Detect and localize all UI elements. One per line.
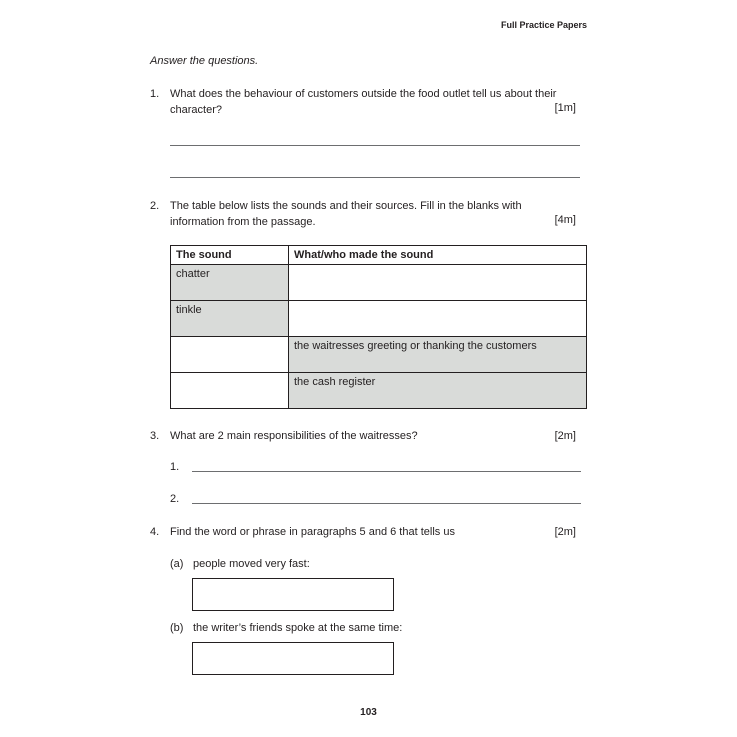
answer-line[interactable] — [170, 177, 580, 178]
part-a-label: (a) — [170, 558, 184, 570]
question-4-marks: [2m] — [554, 526, 576, 538]
table-row — [171, 373, 587, 409]
sound-source-table — [170, 245, 587, 409]
table-row — [171, 301, 587, 337]
answer-line-2[interactable] — [192, 503, 581, 504]
header-the-sound: The sound — [171, 246, 289, 265]
source-blank-cell[interactable] — [289, 265, 587, 301]
source-blank-cell[interactable] — [289, 301, 587, 337]
sound-blank-cell[interactable] — [171, 373, 289, 409]
answer-line[interactable] — [170, 145, 580, 146]
sound-blank-cell[interactable] — [171, 337, 289, 373]
running-header: Full Practice Papers — [500, 20, 587, 30]
question-2-line2: information from the passage. — [170, 216, 316, 228]
question-3-marks: [2m] — [554, 430, 576, 442]
part-b-answer-box[interactable] — [192, 642, 394, 675]
source-cell: the waitresses greeting or thanking the customers — [289, 337, 587, 373]
sound-cell: tinkle — [171, 301, 289, 337]
part-b-text: the writer’s friends spoke at the same time: — [193, 622, 403, 634]
question-1-number: 1. — [150, 88, 160, 100]
header-what-made-sound: What/who made the sound — [289, 246, 587, 265]
part-b-label: (b) — [170, 622, 184, 634]
question-2-number: 2. — [150, 200, 160, 212]
part-a-answer-box[interactable] — [192, 578, 394, 611]
question-1-line2: character? — [170, 104, 222, 116]
part-a-text: people moved very fast: — [193, 558, 310, 570]
question-4-text: Find the word or phrase in paragraphs 5 and 6 that tells us — [170, 526, 455, 538]
question-1-text — [170, 86, 556, 118]
table-header-row — [171, 246, 587, 265]
answer-label-2: 2. — [170, 493, 180, 505]
question-2-text — [170, 198, 522, 230]
question-4-number: 4. — [150, 526, 160, 538]
question-2-marks: [4m] — [554, 214, 576, 226]
table-row — [171, 265, 587, 301]
sound-cell: chatter — [171, 265, 289, 301]
question-2-line1: The table below lists the sounds and their sources. Fill in the blanks with — [170, 200, 522, 212]
instruction-text: Answer the questions. — [150, 55, 259, 67]
source-cell: the cash register — [289, 373, 587, 409]
question-3-text: What are 2 main responsibilities of the waitresses? — [170, 430, 418, 442]
answer-label-1: 1. — [170, 461, 180, 473]
question-3-number: 3. — [150, 430, 160, 442]
answer-line-1[interactable] — [192, 471, 581, 472]
page-number: 103 — [360, 707, 377, 718]
table-row — [171, 337, 587, 373]
question-1-marks: [1m] — [554, 102, 576, 114]
question-1-line1: What does the behaviour of customers outside the food outlet tell us about their — [170, 88, 557, 100]
